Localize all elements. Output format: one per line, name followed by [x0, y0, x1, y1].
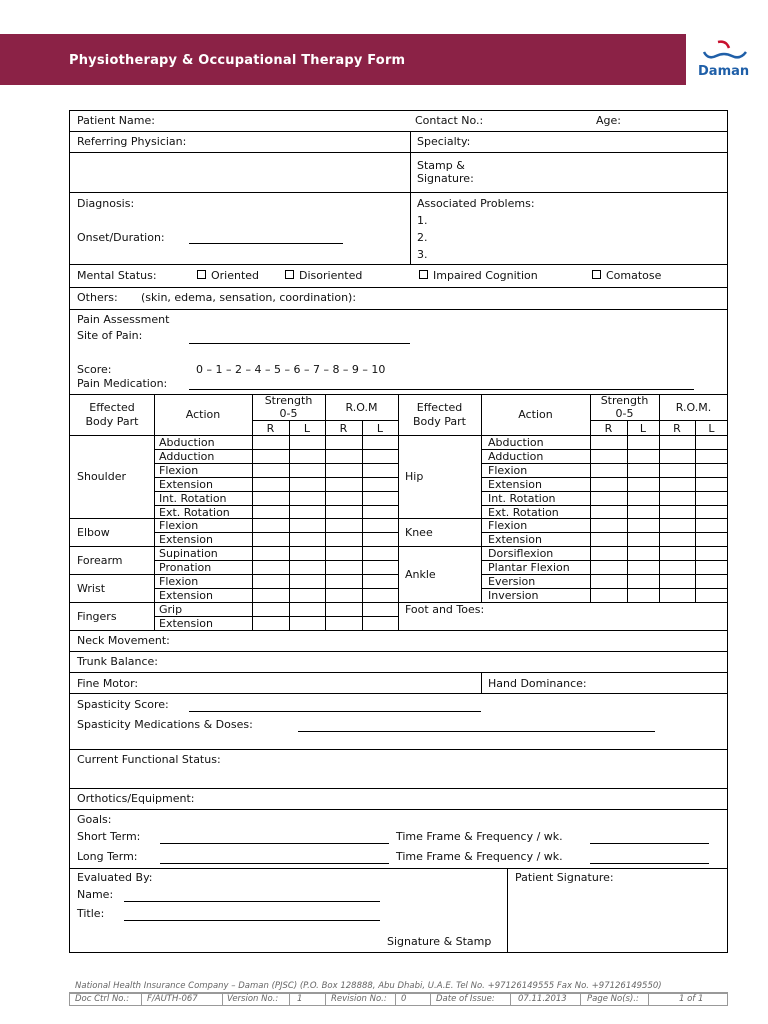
disoriented-label: Disoriented [299, 269, 363, 282]
strength-header-left: Strength [264, 394, 313, 407]
patient-name-label: Patient Name: [77, 114, 155, 127]
effected-header-right: Effected [416, 401, 463, 414]
strength-r-right: R [604, 422, 613, 435]
oriented-option[interactable] [197, 269, 259, 282]
logo-text: Daman [698, 64, 750, 79]
right-action-row: Plantar Flexion [488, 561, 570, 574]
right-action-row: Adduction [488, 450, 544, 463]
strength-l-right: L [639, 422, 647, 435]
long-time-frame-label: Time Frame & Frequency / wk. [396, 850, 563, 863]
evaluator-title-label: Title: [77, 907, 105, 920]
hand-dominance-label: Hand Dominance: [488, 677, 587, 690]
wrist-label: Wrist [77, 582, 106, 595]
left-action-row: Extension [159, 533, 214, 546]
right-action-row: Ext. Rotation [488, 506, 559, 519]
strength-header-right: Strength [600, 394, 649, 407]
assoc-item-3: 3. [417, 248, 428, 261]
left-action-row: Flexion [159, 519, 199, 532]
doc-ctrl-value: F/AUTH-067 [147, 994, 198, 1004]
version-label: Version No.: [227, 994, 279, 1004]
mental-status-label: Mental Status: [77, 269, 157, 282]
goals-label: Goals: [77, 813, 112, 826]
pages-label: Page No(s).: [587, 994, 639, 1004]
left-action-row: Grip [159, 603, 183, 616]
left-action-row: Supination [159, 547, 218, 560]
comatose-label: Comatose [606, 269, 662, 282]
site-of-pain-label: Site of Pain: [77, 329, 143, 342]
stamp-label: Stamp & [417, 159, 465, 172]
action-header-left: Action [185, 408, 221, 421]
strength-scale-right: 0-5 [615, 407, 634, 420]
rom-l-left: L [376, 422, 384, 435]
left-action-row: Extension [159, 617, 214, 630]
assoc-item-1: 1. [417, 214, 428, 227]
revision-label: Revision No.: [331, 994, 387, 1004]
elbow-label: Elbow [77, 526, 110, 539]
checkbox[interactable] [285, 270, 294, 279]
form-title: Physiotherapy & Occupational Therapy Form [69, 53, 406, 68]
hip-label: Hip [405, 470, 424, 483]
rom-header-left: R.O.M [345, 401, 378, 414]
onset-label: Onset/Duration: [77, 231, 165, 244]
diagnosis-label: Diagnosis: [77, 197, 135, 210]
doc-ctrl-label: Doc Ctrl No.: [75, 994, 130, 1004]
left-action-row: Flexion [159, 575, 199, 588]
left-action-row: Extension [159, 589, 214, 602]
impaired-cognition-option[interactable] [419, 269, 538, 282]
forearm-label: Forearm [77, 554, 123, 567]
pages-value: 1 of 1 [679, 994, 704, 1004]
right-action-row: Dorsiflexion [488, 547, 554, 560]
pain-score-label: Score: [77, 363, 112, 376]
rom-header-right: R.O.M. [675, 401, 712, 414]
others-hint: (skin, edema, sensation, coordination): [141, 291, 357, 304]
right-action-row: Flexion [488, 464, 528, 477]
spasticity-meds-label: Spasticity Medications & Doses: [77, 718, 253, 731]
left-action-row: Int. Rotation [159, 492, 227, 505]
effected-header-left: Effected [89, 401, 135, 414]
pain-medication-label: Pain Medication: [77, 377, 168, 390]
signature-stamp-label: Signature & Stamp [387, 935, 492, 948]
contact-label: Contact No.: [415, 114, 484, 127]
pain-scale: 0 – 1 – 2 – 4 – 5 – 6 – 7 – 8 – 9 – 10 [196, 363, 386, 376]
shoulder-label: Shoulder [77, 470, 126, 483]
long-term-label: Long Term: [77, 850, 138, 863]
right-action-row: Abduction [488, 436, 544, 449]
others-label: Others: [77, 291, 118, 304]
rom-l-right: L [708, 422, 715, 435]
associated-problems-label: Associated Problems: [417, 197, 535, 210]
rom-r-left: R [339, 422, 348, 435]
right-action-row: Extension [488, 478, 543, 491]
right-action-row: Eversion [488, 575, 536, 588]
functional-status-label: Current Functional Status: [77, 753, 221, 766]
patient-signature-label: Patient Signature: [515, 871, 614, 884]
left-action-row: Extension [159, 478, 214, 491]
spasticity-score-label: Spasticity Score: [77, 698, 169, 711]
assoc-item-2: 2. [417, 231, 428, 244]
strength-scale-left: 0-5 [279, 407, 298, 420]
right-action-row: Flexion [488, 519, 528, 532]
evaluated-by-label: Evaluated By: [77, 871, 153, 884]
fingers-label: Fingers [77, 610, 117, 623]
checkbox[interactable] [592, 270, 601, 279]
right-action-row: Inversion [488, 589, 539, 602]
left-action-row: Abduction [159, 436, 215, 449]
fine-motor-label: Fine Motor: [77, 677, 139, 690]
orthotics-label: Orthotics/Equipment: [77, 792, 195, 805]
oriented-label: Oriented [211, 269, 260, 282]
rom-r-right: R [673, 422, 681, 435]
issue-date-label: Date of Issue: [436, 994, 495, 1004]
strength-l-left: L [303, 422, 311, 435]
short-time-frame-label: Time Frame & Frequency / wk. [396, 830, 563, 843]
left-action-row: Flexion [159, 464, 199, 477]
ankle-label: Ankle [405, 568, 436, 581]
trunk-balance-label: Trunk Balance: [77, 655, 159, 668]
evaluator-name-label: Name: [77, 888, 114, 901]
strength-r-left: R [266, 422, 275, 435]
version-value: 1 [297, 994, 303, 1004]
revision-value: 0 [401, 994, 407, 1004]
referring-physician-label: Referring Physician: [77, 135, 187, 148]
neck-movement-label: Neck Movement: [77, 634, 170, 647]
action-header-right: Action [518, 408, 553, 421]
left-action-row: Adduction [159, 450, 215, 463]
disoriented-option[interactable] [285, 269, 362, 282]
specialty-label: Specialty: [417, 135, 471, 148]
right-action-row: Int. Rotation [488, 492, 556, 505]
left-action-row: Pronation [159, 561, 212, 574]
pain-assessment-label: Pain Assessment [77, 313, 170, 326]
comatose-option[interactable] [592, 269, 661, 282]
age-label: Age: [596, 114, 621, 127]
short-term-label: Short Term: [77, 830, 141, 843]
issue-date-value: 07.11.2013 [518, 994, 567, 1004]
right-action-row: Extension [488, 533, 543, 546]
body-part-header-left: Body Part [85, 415, 139, 428]
impaired-cognition-label: Impaired Cognition [433, 269, 538, 282]
knee-label: Knee [405, 526, 433, 539]
checkbox[interactable] [419, 270, 428, 279]
checkbox[interactable] [197, 270, 206, 279]
left-action-row: Ext. Rotation [159, 506, 230, 519]
footer-company: National Health Insurance Company – Daman (PJSC) (P.O. Box 128888, Abu Dhabi, U.A.E. Tel No. +97126149555 Fax No. +97126149550) [75, 981, 662, 991]
body-part-header-right: Body Part [413, 415, 466, 428]
foot-toes-label: Foot and Toes: [405, 603, 485, 616]
signature-label: Signature: [417, 172, 474, 185]
